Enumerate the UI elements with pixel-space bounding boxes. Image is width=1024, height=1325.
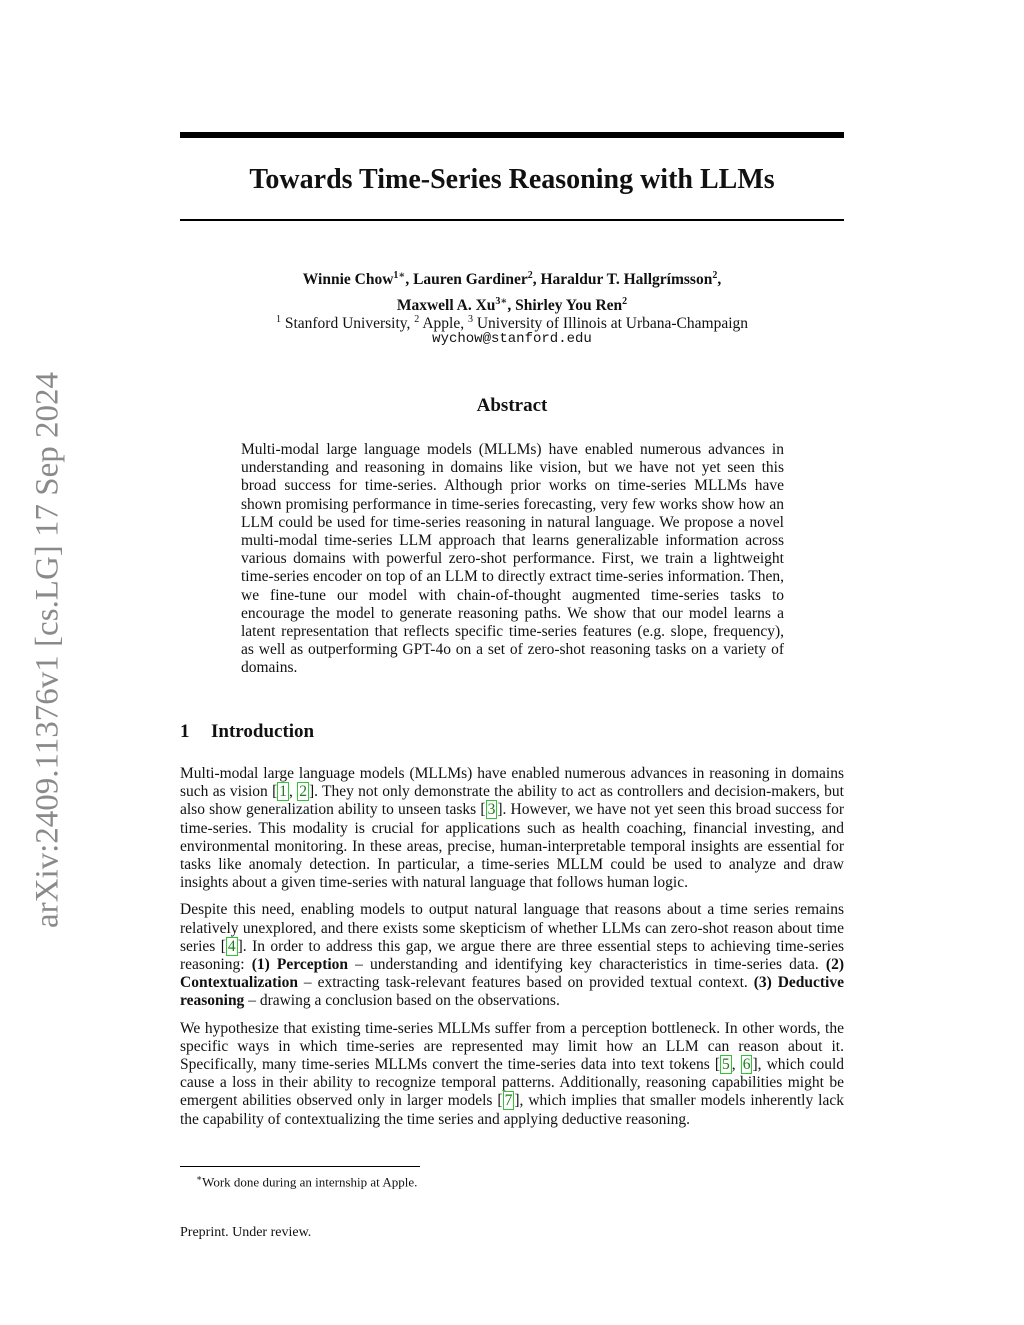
title-rule-top <box>180 132 844 138</box>
bold-term: (3) Deductive reasoning <box>180 974 844 1010</box>
affiliation-name: Stanford University, <box>284 315 411 333</box>
text-run: – understanding and identifying key characteristics in time-series data. <box>348 956 826 974</box>
citation-link[interactable]: 5 <box>722 1056 730 1074</box>
affiliation-index: 1 <box>275 314 281 325</box>
footnote-mark[interactable]: ∗ <box>500 296 508 308</box>
title-rule-bottom <box>180 219 844 221</box>
text-run: ], which implies that smaller models inherently lack the capability of contextualizing the time series and applying deductive reasoning. <box>180 1092 844 1128</box>
citation-link[interactable]: 6 <box>742 1056 751 1074</box>
bold-term: (1) Perception <box>251 956 349 974</box>
author-name: Haraldur T. Hallgrímsson <box>540 271 713 289</box>
abstract-text: Multi-modal large language models (MLLMs) have enabled numerous advances in understanding and reasoning in domains like vision, but we have not yet seen this broad success for time-series. Although prior works on time-series MLLMs have shown promising performance in time-series forecasting, very few works show how an LLM could be used for time-series reasoning in natural language. We propose a novel multi-modal time-series LLM approach that learns generalizable information across various domains with powerful zero-shot performance. First, we train a lightweight time-series encoder on top of an LLM to directly extract time-series information. Then, we fine-tune our model with chain-of-thought augmented time-series tasks to encourage the model to generate reasoning paths. We show that our model learns a latent representation that reflects specific time-series features (e.g. slope, frequency), as well as outperforming GPT-4o on a set of zero-shot reasoning tasks on a variety of domains. <box>241 441 784 677</box>
paragraph <box>180 1020 844 1129</box>
footnote-text: Work done during an internship at Apple. <box>202 1174 418 1190</box>
author-list: Winnie Chow$^{1∗}$, Lauren Gardiner$^2$, Haraldur T. Hallgrímsson$^2$, Maxwell A. $Xu^{3∗}$, Shirley You Ren$^2$ <box>302 270 722 315</box>
page-footer: Preprint. Under review. <box>180 1225 312 1240</box>
introduction-body <box>180 765 844 1138</box>
paper-title: Towards Time-Series Reasoning with LLMs <box>249 164 775 195</box>
section-title: Introduction <box>211 721 315 742</box>
author-name: Maxwell A. Xu <box>396 297 496 315</box>
paragraph <box>180 765 844 892</box>
text-run: ]. In order to address this gap, we argue there are three essential steps to achieving time-series reasoning: <box>180 937 844 974</box>
citation-link[interactable]: 7 <box>504 1092 513 1110</box>
footnote-rule <box>180 1166 420 1167</box>
text-run: Despite this need, enabling models to output natural language that reasons about a time series remains relatively unexplored, and there exists some skepticism of whether LLMs can zero-shot reason about time series [ <box>180 901 844 955</box>
text-run: , <box>289 783 298 801</box>
text-run: – extracting task-relevant features based on provided textual context. <box>297 974 754 992</box>
affiliation-name: Apple, <box>422 315 465 333</box>
paragraph <box>180 901 844 1010</box>
affiliation-mark: 2 <box>622 296 628 308</box>
section-number: 1 <box>180 721 190 742</box>
contact-email[interactable]: wychow@stanford.edu <box>432 331 592 347</box>
affiliation-mark: 3 <box>495 296 501 308</box>
author-name: Lauren Gardiner <box>413 271 528 289</box>
text-run: ], which could cause a loss in their ability to recognize temporal patterns. Additionally, reasoning capabilities might be emergent abilities observed only in larger models [ <box>180 1056 845 1110</box>
text-run: ]. However, we have not yet seen this broad success for time-series. This modality is crucial for applications such as health coaching, financial investing, and environmental monitoring. In these areas, precise, human-interpretable temporal insights are essential for tasks like anomaly detection. In particular, a time-series MLLM could be used to analyze and draw insights about a given time-series with natural language that follows human logic. <box>180 801 844 892</box>
text-run: – drawing a conclusion based on the observations. <box>244 992 560 1010</box>
footnote-mark: ∗ <box>196 1173 203 1183</box>
affiliation-index: 2 <box>414 314 420 325</box>
citation-link[interactable]: 4 <box>227 937 236 955</box>
affiliation-mark: 2 <box>712 270 718 281</box>
affiliation-mark: 2 <box>527 270 533 281</box>
section-heading <box>180 720 314 744</box>
citation-link[interactable]: 3 <box>487 801 496 819</box>
author-name: Shirley You Ren <box>515 297 623 315</box>
citation-link[interactable]: 1 <box>279 783 288 801</box>
footnote-mark[interactable]: ∗ <box>398 270 406 281</box>
arxiv-id[interactable]: arXiv:2409.11376v1 [cs.LG] 17 Sep 2024 <box>29 371 66 929</box>
bold-term: (2) Contextualization <box>180 956 844 992</box>
affiliation-index: 3 <box>467 314 473 325</box>
affiliation-name: University of Illinois at Urbana-Champaign <box>476 315 749 333</box>
abstract-heading: Abstract <box>476 395 548 416</box>
citation-link[interactable]: 2 <box>299 783 307 801</box>
text-run: Multi-modal large language models (MLLMs) have enabled numerous advances in reasoning in domains such as vision [ <box>180 765 844 801</box>
footnote <box>196 1170 417 1190</box>
text-run: , <box>731 1056 741 1074</box>
text-run: ]. They not only demonstrate the ability to act as controllers and decision-makers, but also show generalization ability to unseen tasks [ <box>180 783 844 819</box>
affiliation-mark: 1 <box>393 270 399 281</box>
text-run: We hypothesize that existing time-series MLLMs suffer from a perception bottleneck. In other words, the specific ways in which time-series are represented may limit how an LLM can reason about it. Specifically, many time-series MLLMs convert the time-series data into text tokens [ <box>180 1019 844 1074</box>
author-name: Winnie Chow <box>302 271 394 289</box>
